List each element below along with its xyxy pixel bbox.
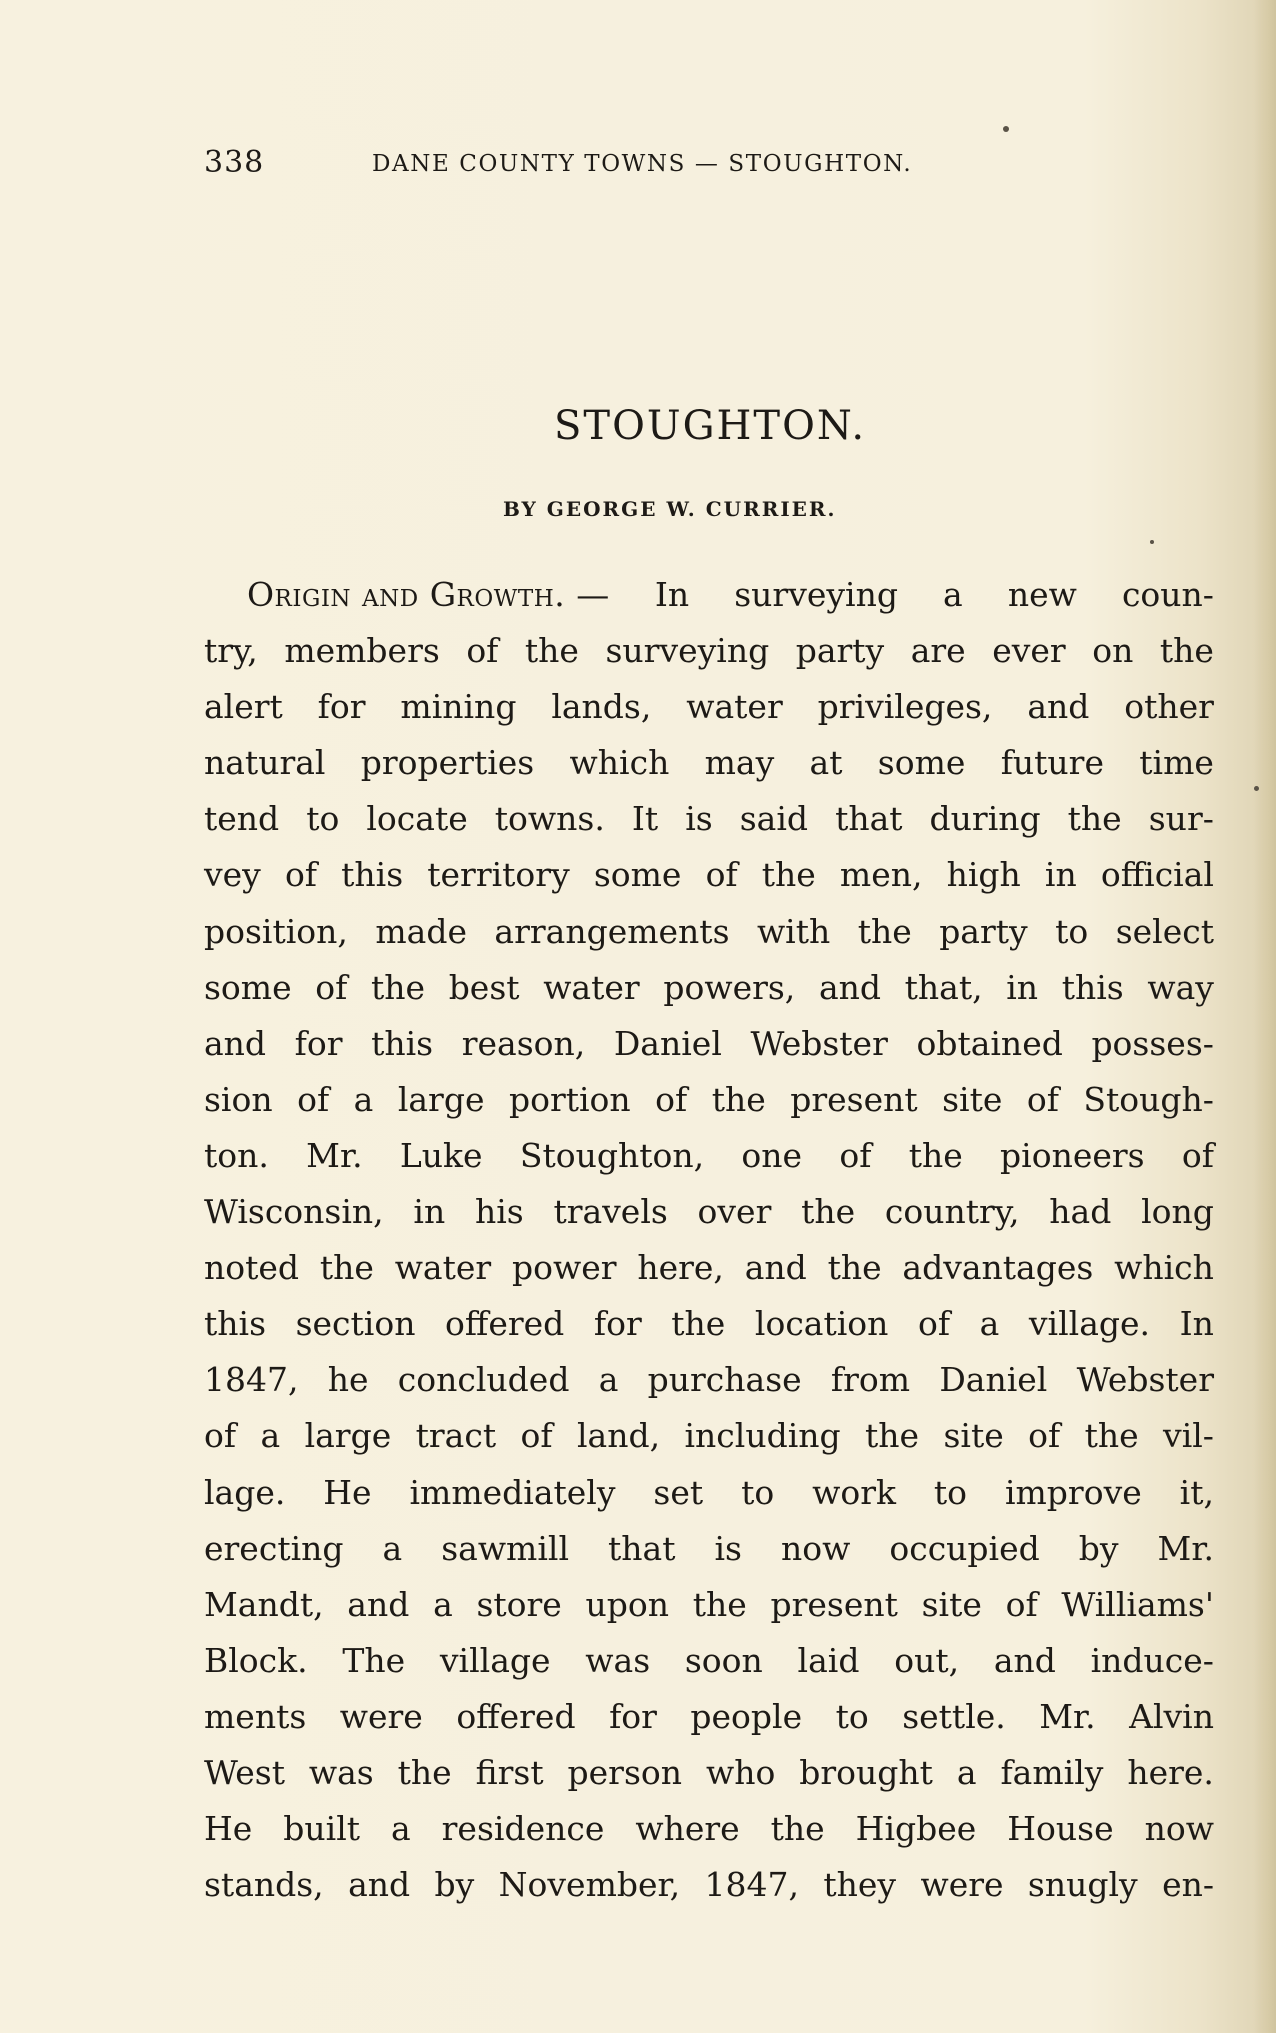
word: of	[466, 631, 499, 671]
word: made	[375, 911, 467, 951]
word: family	[1000, 1752, 1104, 1792]
word: lands,	[551, 687, 652, 727]
word: of	[1026, 1079, 1059, 1119]
word: tract	[415, 1416, 497, 1456]
word: a	[598, 1360, 619, 1400]
word: tend	[204, 799, 280, 839]
text-line	[204, 1577, 1214, 1633]
word: purchase	[647, 1360, 802, 1400]
text-line	[204, 1184, 1214, 1240]
word: the	[770, 1809, 825, 1849]
word: a	[433, 1584, 453, 1624]
word: a	[353, 1079, 374, 1119]
word: natural	[204, 743, 326, 783]
word: In	[654, 575, 690, 614]
word: brought	[799, 1752, 933, 1792]
word: high	[946, 855, 1021, 895]
word: Mandt,	[204, 1584, 324, 1624]
text-line	[204, 791, 1214, 847]
word: territory	[427, 855, 570, 895]
word: a	[979, 1304, 1000, 1344]
word: noted	[204, 1248, 300, 1288]
word: locate	[366, 799, 468, 839]
word: over	[697, 1192, 772, 1232]
word: first	[475, 1752, 544, 1792]
word: Webster	[750, 1023, 888, 1063]
word: Mr.	[1157, 1528, 1214, 1568]
word: of	[655, 1079, 688, 1119]
word: for	[609, 1696, 657, 1736]
word: the	[908, 1135, 963, 1175]
word: try,	[204, 631, 258, 671]
word: of	[1028, 1416, 1061, 1456]
word: the	[801, 1192, 856, 1232]
word: Stoughton,	[519, 1135, 705, 1175]
word: here,	[637, 1248, 724, 1288]
word: the	[692, 1584, 747, 1624]
text-line	[204, 1408, 1214, 1464]
word: arrangements	[494, 911, 730, 951]
word: 1847,	[204, 1360, 299, 1400]
text-line	[204, 735, 1214, 791]
word: site	[921, 1584, 982, 1624]
word: store	[476, 1584, 562, 1624]
word: upon	[585, 1584, 670, 1624]
text-line	[204, 1465, 1214, 1521]
word: said	[739, 799, 809, 839]
word: He	[204, 1809, 253, 1849]
word: to	[741, 1472, 775, 1512]
word: ton.	[204, 1135, 269, 1175]
word: of	[1005, 1584, 1038, 1624]
word: The	[342, 1640, 406, 1680]
word: are	[910, 631, 966, 671]
word: the	[524, 631, 579, 671]
word: some	[204, 967, 292, 1007]
word: the	[1084, 1416, 1139, 1456]
word: Daniel	[613, 1023, 722, 1063]
word: best	[448, 967, 520, 1007]
section-lead-heading: Origin and Growth. —	[247, 575, 610, 614]
word: were	[920, 1865, 1004, 1905]
word: sion	[204, 1079, 273, 1119]
word: for	[317, 687, 366, 727]
word: privileges,	[817, 687, 993, 727]
word: Webster	[1076, 1360, 1214, 1400]
word: with	[756, 911, 831, 951]
word: select	[1115, 911, 1214, 951]
word: official	[1100, 855, 1214, 895]
word: Mr.	[306, 1135, 363, 1175]
word: one	[741, 1135, 803, 1175]
word: position,	[204, 911, 348, 951]
word: people	[690, 1696, 803, 1736]
word: for	[294, 1023, 343, 1063]
word: to	[1055, 911, 1089, 951]
word: who	[705, 1752, 776, 1792]
word: of	[284, 855, 318, 895]
word: in	[413, 1192, 446, 1232]
word: offered	[445, 1304, 565, 1344]
author-byline: BY GEORGE W. CURRIER.	[503, 497, 837, 521]
word: that	[608, 1528, 676, 1568]
word: to	[835, 1696, 869, 1736]
word: is	[714, 1528, 742, 1568]
word: the	[865, 1416, 920, 1456]
print-speck	[1150, 540, 1154, 544]
word: some	[593, 855, 682, 895]
word: may	[704, 743, 775, 783]
word: this	[371, 1023, 434, 1063]
word: lage.	[204, 1472, 286, 1512]
word: time	[1139, 743, 1214, 783]
chapter-title: STOUGHTON.	[554, 403, 867, 449]
word: towns.	[494, 799, 605, 839]
word: here.	[1127, 1752, 1214, 1792]
word: this	[1061, 967, 1124, 1007]
word: during	[929, 799, 1041, 839]
word: mining	[400, 687, 517, 727]
word: alert	[204, 687, 283, 727]
word: a	[382, 1528, 403, 1568]
word: sawmill	[441, 1528, 570, 1568]
word: of	[297, 1079, 330, 1119]
word: soon	[684, 1640, 763, 1680]
word: to	[933, 1472, 968, 1512]
word: Daniel	[939, 1360, 1048, 1400]
word: on	[1092, 631, 1134, 671]
word: site	[943, 1416, 1004, 1456]
word: pioneers	[1000, 1135, 1145, 1175]
word: and	[993, 1640, 1056, 1680]
word: the	[857, 911, 912, 951]
text-line	[204, 1745, 1214, 1801]
word: induce-	[1090, 1640, 1214, 1680]
word: a	[943, 575, 963, 614]
word: concluded	[397, 1360, 570, 1400]
word: of	[917, 1304, 951, 1344]
word: site	[942, 1079, 1003, 1119]
word: travels	[553, 1192, 668, 1232]
word: the	[397, 1752, 452, 1792]
word: village	[439, 1640, 551, 1680]
word: House	[1007, 1809, 1114, 1849]
word: Alvin	[1129, 1696, 1214, 1736]
word: now	[1144, 1809, 1214, 1849]
text-line	[204, 1857, 1214, 1913]
word: vil-	[1163, 1416, 1214, 1456]
word: the	[1159, 631, 1214, 671]
word: was	[585, 1640, 651, 1680]
print-speck	[1254, 786, 1259, 791]
body-paragraph	[204, 567, 1214, 1913]
word: of	[315, 967, 348, 1007]
word: ments	[204, 1696, 307, 1736]
word: village.	[1028, 1304, 1151, 1344]
word: West	[204, 1752, 285, 1792]
word: November,	[498, 1865, 681, 1905]
word: and	[348, 1865, 411, 1905]
word: settle.	[902, 1696, 1006, 1736]
word: snugly	[1027, 1865, 1138, 1905]
word: water	[543, 967, 640, 1007]
word: surveying	[734, 575, 898, 614]
word: water	[686, 687, 783, 727]
word: party	[939, 911, 1028, 951]
word: Williams'	[1061, 1584, 1214, 1624]
word: present	[790, 1079, 918, 1119]
word: his	[474, 1192, 524, 1232]
word: where	[635, 1809, 740, 1849]
word: Block.	[204, 1640, 308, 1680]
word: this	[341, 855, 404, 895]
word: by	[434, 1865, 475, 1905]
word: coun-	[1121, 575, 1214, 614]
text-line	[204, 1296, 1214, 1352]
word: a	[391, 1809, 411, 1849]
text-line	[204, 904, 1214, 960]
word: 1847,	[704, 1865, 800, 1905]
word: Luke	[399, 1135, 483, 1175]
word: party	[795, 631, 885, 671]
word: power	[511, 1248, 617, 1288]
word: portion	[508, 1079, 631, 1119]
text-line	[204, 1128, 1214, 1184]
word: he	[327, 1360, 369, 1400]
word: new	[1007, 575, 1077, 614]
word: country,	[884, 1192, 1020, 1232]
word: that	[835, 799, 903, 839]
word: of	[839, 1135, 872, 1175]
text-line	[204, 847, 1214, 903]
word: the	[711, 1079, 766, 1119]
word: a	[260, 1416, 281, 1456]
word: and	[204, 1023, 267, 1063]
page-header	[204, 145, 1044, 185]
word: It	[631, 799, 659, 839]
text-line	[204, 1689, 1214, 1745]
word: obtained	[916, 1023, 1063, 1063]
word: that,	[904, 967, 983, 1007]
word: work	[812, 1472, 896, 1512]
word: laid	[797, 1640, 860, 1680]
word: Mr.	[1039, 1696, 1096, 1736]
word: of	[1181, 1135, 1214, 1175]
text-line	[204, 1352, 1214, 1408]
word: advantages	[902, 1248, 1094, 1288]
word: immediately	[409, 1472, 616, 1512]
word: location	[754, 1304, 889, 1344]
word: residence	[441, 1809, 605, 1849]
word: section	[295, 1304, 416, 1344]
print-speck	[1003, 126, 1009, 132]
word: vey	[204, 855, 261, 895]
word: erecting	[204, 1528, 344, 1568]
text-line	[204, 679, 1214, 735]
word: future	[1000, 743, 1104, 783]
word: the	[827, 1248, 882, 1288]
word: was	[308, 1752, 374, 1792]
running-head: DANE COUNTY TOWNS — STOUGHTON.	[372, 151, 913, 177]
word: the	[371, 967, 426, 1007]
word: of	[705, 855, 738, 895]
word: reason,	[461, 1023, 586, 1063]
word: by	[1078, 1528, 1119, 1568]
word: the	[671, 1304, 726, 1344]
word: present	[770, 1584, 898, 1624]
word: some	[877, 743, 966, 783]
text-line	[204, 567, 1214, 623]
text-line	[204, 1016, 1214, 1072]
word: stands,	[204, 1865, 324, 1905]
word: sur-	[1148, 799, 1214, 839]
word: occupied	[889, 1528, 1040, 1568]
word: properties	[360, 743, 535, 783]
word: of	[204, 1416, 237, 1456]
word: large	[397, 1079, 485, 1119]
word: out,	[894, 1640, 960, 1680]
word: Wisconsin,	[204, 1192, 384, 1232]
word: a	[956, 1752, 977, 1792]
word: at	[809, 743, 843, 783]
text-line	[204, 1521, 1214, 1577]
word: large	[304, 1416, 392, 1456]
text-line	[204, 1633, 1214, 1689]
word: the	[319, 1248, 374, 1288]
word: offered	[456, 1696, 576, 1736]
page-number: 338	[204, 145, 265, 180]
word: posses-	[1091, 1023, 1214, 1063]
word: built	[283, 1809, 361, 1849]
word: ever	[992, 631, 1066, 671]
word: and	[818, 967, 881, 1007]
word: He	[323, 1472, 372, 1512]
word: water	[394, 1248, 492, 1288]
word: the	[761, 855, 816, 895]
word: of	[520, 1416, 553, 1456]
word: and	[347, 1584, 410, 1624]
word: Stough-	[1083, 1079, 1214, 1119]
word: and	[744, 1248, 807, 1288]
word: and	[1027, 687, 1090, 727]
word: in	[1006, 967, 1039, 1007]
word: en-	[1162, 1865, 1214, 1905]
word: improve	[1004, 1472, 1142, 1512]
word: men,	[839, 855, 923, 895]
word: which	[1114, 1248, 1214, 1288]
word: which	[569, 743, 670, 783]
word: way	[1147, 967, 1214, 1007]
word: other	[1124, 687, 1214, 727]
word: members	[284, 631, 440, 671]
word: for	[593, 1304, 642, 1344]
text-line	[204, 1072, 1214, 1128]
word: from	[830, 1360, 911, 1400]
text-line	[204, 1240, 1214, 1296]
word: person	[567, 1752, 683, 1792]
word: is	[685, 799, 713, 839]
text-line	[204, 1801, 1214, 1857]
word: to	[306, 799, 340, 839]
text-line	[204, 623, 1214, 679]
word: the	[1067, 799, 1122, 839]
word: had	[1049, 1192, 1112, 1232]
word: Higbee	[855, 1809, 977, 1849]
text-line	[204, 960, 1214, 1016]
word: now	[780, 1528, 851, 1568]
word: were	[339, 1696, 423, 1736]
page-edge-shadow	[1254, 0, 1276, 2033]
word: long	[1141, 1192, 1214, 1232]
word: they	[823, 1865, 897, 1905]
word: powers,	[663, 967, 796, 1007]
word: it,	[1179, 1472, 1214, 1512]
word: set	[653, 1472, 704, 1512]
word: in	[1044, 855, 1077, 895]
word: including	[684, 1416, 841, 1456]
word: In	[1179, 1304, 1214, 1344]
word: surveying	[605, 631, 770, 671]
word: land,	[576, 1416, 661, 1456]
word: this	[204, 1304, 267, 1344]
